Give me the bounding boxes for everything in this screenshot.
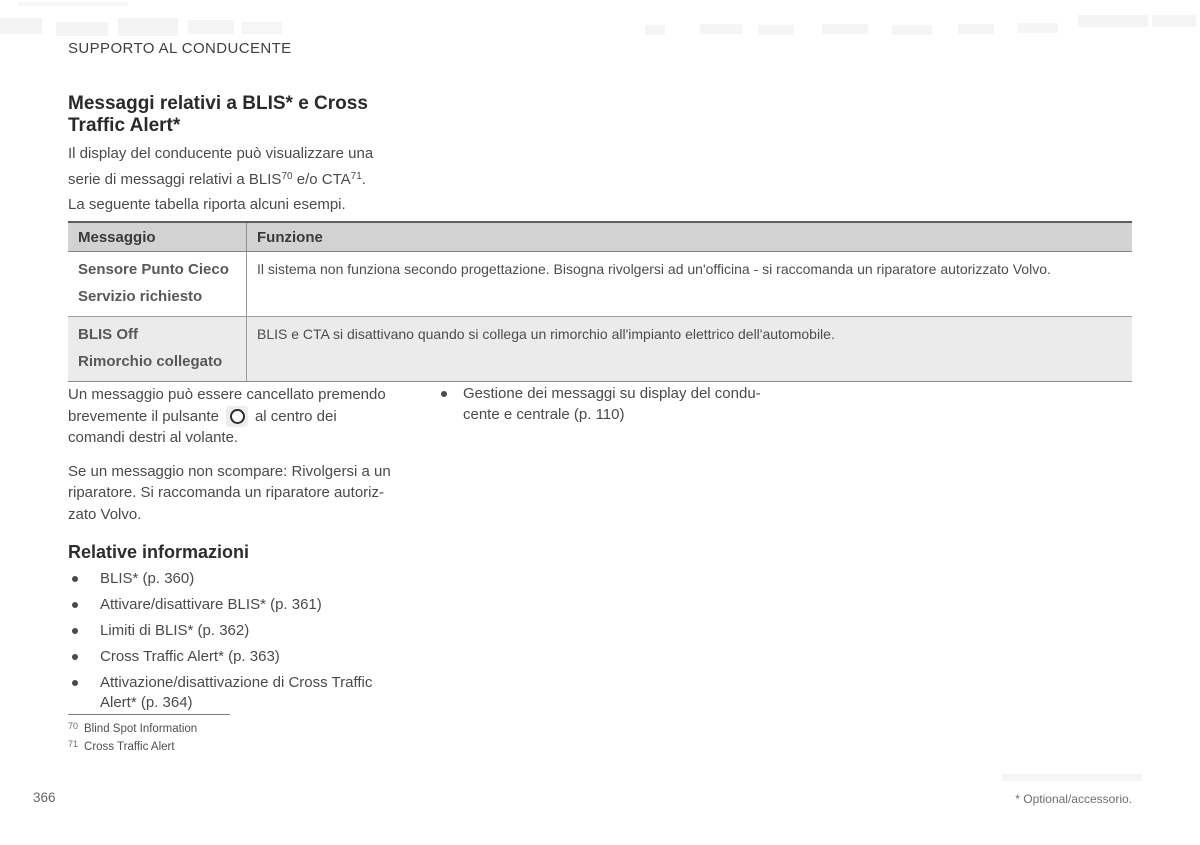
list-item: Gestione dei messaggi su display del condu- cente e centrale (p. 110) [440, 384, 810, 425]
optional-accessory-note: * Optional/accessorio. [1015, 792, 1132, 806]
cancel-message-paragraph: Un messaggio può essere cancellato premendo brevemente il pulsante al centro dei comandi destri al volante. [68, 386, 386, 446]
list-item: BLIS* (p. 360) [68, 569, 394, 589]
intro-line2: serie di messaggi relativi a BLIS$^{70}$ e/o CTA$^{71}$. [68, 171, 366, 188]
scan-artifact [1018, 23, 1058, 33]
footnote-divider [68, 714, 230, 715]
page-number: 366 [33, 790, 56, 805]
page-title-line1: Messaggi relativi a BLIS* e Cross [68, 93, 368, 114]
list-item: Attivazione/disattivazione di Cross Traffic Alert* (p. 364) [68, 673, 394, 713]
page-title-line2: Traffic Alert* [68, 115, 181, 136]
table-caption: La seguente tabella riporta alcuni esempi. [68, 196, 346, 213]
table-header-row [68, 223, 1132, 252]
scan-artifact [18, 2, 128, 6]
footnotes [68, 714, 230, 754]
bullet-icon [441, 391, 447, 397]
section-header: SUPPORTO AL CONDUCENTE [68, 40, 292, 57]
list-item: Limiti di BLIS* (p. 362) [68, 621, 394, 641]
footnote-ref-70: 70 [281, 171, 293, 182]
messages-table [68, 221, 1132, 382]
scan-artifact [118, 18, 178, 36]
scan-artifact [188, 20, 234, 34]
page-title [68, 93, 368, 137]
scan-artifact [1152, 15, 1196, 27]
scan-artifact [0, 18, 42, 34]
bullet-icon [72, 680, 78, 686]
table-row [68, 316, 1132, 381]
scan-artifact [892, 25, 932, 35]
bullet-icon [72, 602, 78, 608]
scan-artifact [1078, 15, 1148, 27]
related-info-heading: Relative informazioni [68, 542, 250, 562]
list-item: Cross Traffic Alert* (p. 363) [68, 647, 394, 667]
steering-wheel-o-button-icon [226, 406, 248, 427]
footnote: $^{70}$ Blind Spot Information [68, 721, 198, 735]
scan-artifact [758, 25, 794, 35]
bullet-icon [72, 576, 78, 582]
function-cell: Il sistema non funziona secondo progettazione. Bisogna rivolgersi ad un'officina - si raccomanda un riparatore autorizzato Volvo. [257, 261, 1051, 277]
function-cell: BLIS e CTA si disattivano quando si collega un rimorchio all'impianto elettrico dell'automobile. [257, 326, 835, 342]
scan-artifact [1002, 774, 1142, 781]
column-header-funzione: Funzione [257, 228, 323, 246]
table-row [68, 252, 1132, 316]
intro-paragraph [68, 142, 373, 191]
footnote-ref-71: 71 [350, 171, 362, 182]
intro-line1: Il display del conducente può visualizzare una [68, 145, 374, 162]
right-column [440, 384, 810, 425]
o-button-circle-icon [230, 409, 245, 424]
message-cell: BLIS Off Rimorchio collegato [68, 317, 247, 381]
bullet-icon [72, 628, 78, 634]
bullet-icon [72, 654, 78, 660]
related-info-list [68, 569, 394, 713]
column-header-messaggio: Messaggio [68, 223, 247, 251]
persistent-message-paragraph: Se un messaggio non scompare: Rivolgersi a un riparatore. Si raccomanda un riparatore autoriz- zato Volvo. [68, 462, 391, 523]
scan-artifact [700, 24, 742, 34]
footnote: $^{71}$ Cross Traffic Alert [68, 738, 175, 753]
list-item: Attivare/disattivare BLIS* (p. 361) [68, 595, 394, 615]
scan-artifact [242, 22, 282, 34]
left-column [68, 384, 394, 713]
scan-artifact [822, 24, 868, 34]
message-cell: Sensore Punto Cieco Servizio richiesto [68, 252, 247, 316]
scan-artifact [645, 25, 665, 35]
scan-artifact [56, 22, 108, 36]
scan-artifact [958, 24, 994, 34]
